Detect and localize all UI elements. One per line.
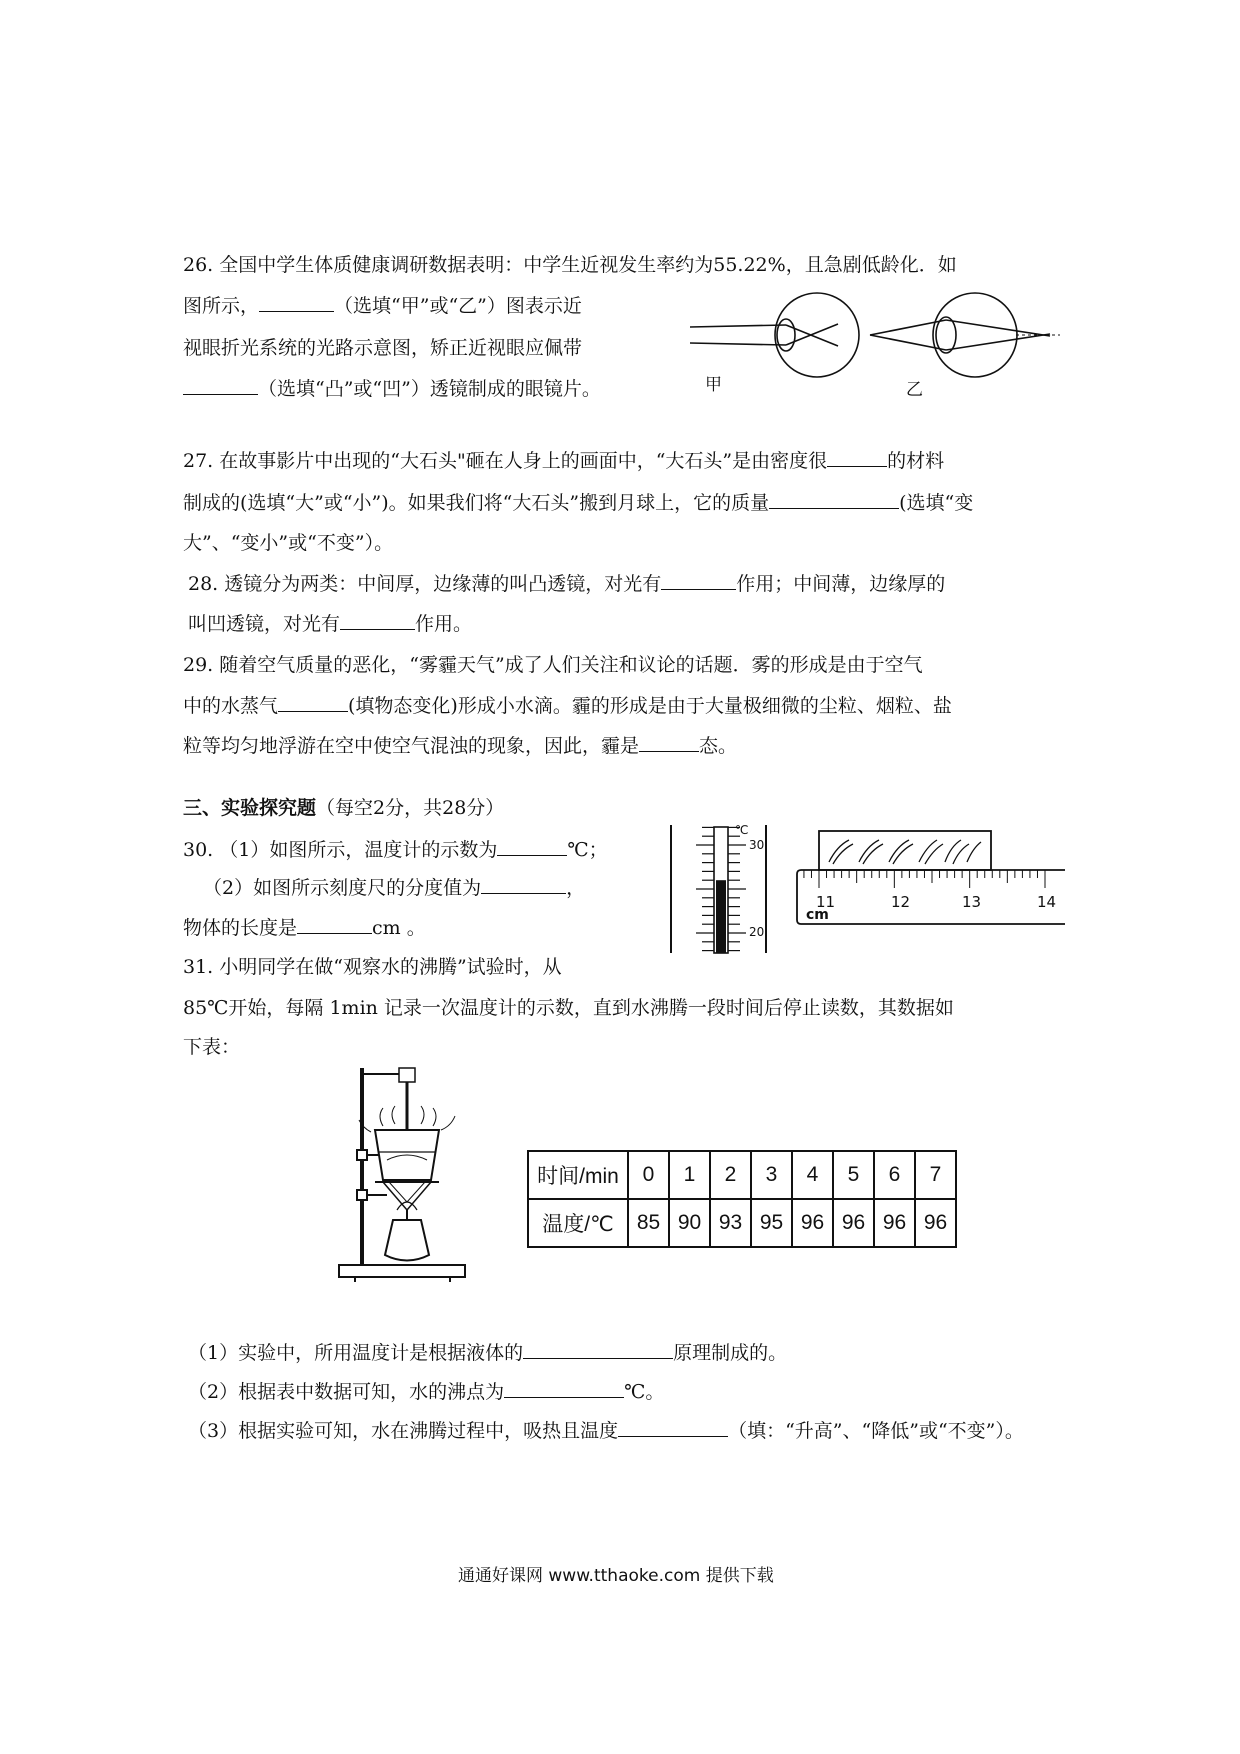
ruler-label-13: 13: [962, 893, 982, 911]
q31-line3: 下表：: [183, 1036, 241, 1058]
q26-line3: 视眼折光系统的光路示意图，矫正近视眼应佩带: [183, 337, 583, 359]
table-cell: 3: [751, 1151, 792, 1199]
table-cell: 96: [792, 1199, 833, 1247]
q31-blank-1[interactable]: [523, 1338, 673, 1359]
boiling-data-table: [527, 1150, 957, 1248]
q31-blank-2[interactable]: [504, 1377, 624, 1398]
q26-line4: [183, 374, 601, 401]
thermometer-label-20: 20: [749, 925, 765, 939]
table-cell: 96: [915, 1199, 956, 1247]
table-row: [528, 1151, 956, 1199]
q30-blank-1[interactable]: [497, 835, 567, 856]
table-cell: 96: [833, 1199, 874, 1247]
table-cell: 90: [669, 1199, 710, 1247]
q29-blank-1[interactable]: [278, 691, 348, 712]
q31-blank-3[interactable]: [618, 1416, 728, 1437]
q31-sub1-pre: （1）实验中，所用温度计是根据液体的: [188, 1342, 524, 1364]
q31-sub3-post: （填：“升高”、“降低”或“不变”）。: [728, 1420, 1024, 1442]
ruler-figure: [795, 828, 1065, 928]
q28-line2-post: 作用。: [415, 613, 473, 635]
q28-line2: [188, 609, 472, 636]
q30-line3-post: cm 。: [372, 917, 426, 939]
q31-sub1: [188, 1338, 787, 1365]
boiling-apparatus-figure: [335, 1060, 475, 1290]
q27-blank-2[interactable]: [769, 488, 899, 509]
eye-diagrams: [690, 290, 1070, 400]
q28-blank-1[interactable]: [661, 569, 736, 590]
q26-blank-2[interactable]: [183, 374, 258, 395]
q31-sub3: [188, 1416, 1024, 1443]
q28-line1-pre: 28. 透镜分为两类：中间厚，边缘薄的叫凸透镜，对光有: [188, 573, 662, 595]
table-cell: 2: [710, 1151, 751, 1199]
q31-line1: 31. 小明同学在做“观察水的沸腾”试验时，从: [183, 956, 562, 978]
table-cell: 7: [915, 1151, 956, 1199]
table-cell: 1: [669, 1151, 710, 1199]
eye-diagram-a: [690, 293, 859, 377]
q26-line4-post: （选填“凸”或“凹”）透镜制成的眼镜片。: [258, 378, 601, 400]
thermometer-label-30: 30: [749, 838, 765, 852]
table-cell: 95: [751, 1199, 792, 1247]
q26-line2: [183, 291, 582, 318]
eye-diagram-b: [870, 293, 1060, 377]
q31-line2: 85℃开始，每隔 1min 记录一次温度计的示数，直到水沸腾一段时间后停止读数，其数据如: [183, 997, 954, 1019]
q30-line3: [183, 913, 426, 940]
q27-line2: [183, 488, 973, 515]
q27-line2-post: (选填“变: [899, 492, 974, 514]
table-cell: 5: [833, 1151, 874, 1199]
q30-line2-pre: （2）如图所示刻度尺的分度值为: [203, 877, 482, 899]
thermometer-unit: ℃: [735, 823, 749, 837]
table-cell: 6: [874, 1151, 915, 1199]
q29-line2-post: (填物态变化)形成小水滴。霾的形成是由于大量极细微的尘粒、烟粒、盐: [348, 695, 952, 717]
eye-label-a: 甲: [705, 375, 722, 395]
q31-sub1-post: 原理制成的。: [673, 1342, 788, 1364]
ruler-label-11: 11: [816, 893, 836, 911]
q26-blank-1[interactable]: [259, 291, 334, 312]
q29-line2: [183, 691, 952, 718]
measured-object: [819, 831, 991, 870]
q27-line1-pre: 27. 在故事影片中出现的“大石头"砸在人身上的画面中，“大石头”是由密度很: [183, 450, 828, 472]
q26-line2-post: （选填“甲”或“乙”）图表示近: [334, 295, 582, 317]
table-cell: 4: [792, 1151, 833, 1199]
q26-line2-pre: 图所示，: [183, 295, 260, 317]
table-header-temperature: 温度/℃: [528, 1199, 628, 1247]
table-header-time: 时间/min: [528, 1151, 628, 1199]
q30-line2-post: ，: [566, 877, 586, 899]
q31-sub2-post: ℃。: [624, 1381, 665, 1403]
q31-sub2: [188, 1377, 664, 1404]
ruler-label-14: 14: [1037, 893, 1057, 911]
thermometer-liquid: [716, 880, 726, 953]
q31-sub2-pre: （2）根据表中数据可知，水的沸点为: [188, 1381, 505, 1403]
q27-line2-pre: 制成的(选填“大”或“小”)。如果我们将“大石头”搬到月球上，它的质量: [183, 492, 770, 514]
q28-blank-2[interactable]: [340, 609, 415, 630]
q30-blank-2[interactable]: [481, 873, 566, 894]
q30-line2: [203, 873, 585, 900]
q29-line2-pre: 中的水蒸气: [183, 695, 279, 717]
table-cell: 93: [710, 1199, 751, 1247]
q28-line1: [188, 569, 945, 596]
page-footer: 通通好课网 www.tthaoke.com 提供下载: [458, 1566, 774, 1586]
q28-line1-post: 作用；中间薄，边缘厚的: [736, 573, 946, 595]
q30-line1-pre: 30. （1）如图所示，温度计的示数为: [183, 839, 498, 861]
q29-line3-pre: 粒等均匀地浮游在空中使空气混浊的现象，因此，霾是: [183, 735, 640, 757]
section3-note: （每空2分，共28分）: [316, 797, 505, 819]
table-cell: 0: [628, 1151, 669, 1199]
q29-blank-2[interactable]: [639, 731, 699, 752]
ruler-unit: cm: [806, 907, 829, 923]
eye-label-b: 乙: [906, 380, 923, 400]
q29-line1: 29. 随着空气质量的恶化，“雾霾天气”成了人们关注和议论的话题．雾的形成是由于空气: [183, 654, 923, 676]
q29-line3-post: 态。: [699, 735, 738, 757]
q29-line3: [183, 731, 737, 758]
q30-line1-post: ℃；: [567, 839, 608, 861]
table-cell: 96: [874, 1199, 915, 1247]
ruler-label-12: 12: [891, 893, 911, 911]
q27-line3: 大”、“变小”或“不变”）。: [183, 532, 394, 554]
q30-line3-pre: 物体的长度是: [183, 917, 298, 939]
table-row: [528, 1199, 956, 1247]
q27-blank-1[interactable]: [827, 446, 887, 467]
q27-line1: [183, 446, 944, 473]
table-cell: 85: [628, 1199, 669, 1247]
q30-line1: [183, 835, 608, 862]
section3-header: [183, 793, 504, 820]
section3-title: 三、实验探究题: [183, 797, 317, 819]
q30-blank-3[interactable]: [297, 913, 372, 934]
q27-line1-post: 的材料: [887, 450, 945, 472]
q26-line1: 26. 全国中学生体质健康调研数据表明：中学生近视发生率约为55.22%，且急剧低龄化．如: [183, 254, 957, 276]
q31-sub3-pre: （3）根据实验可知，水在沸腾过程中，吸热且温度: [188, 1420, 619, 1442]
q28-line2-pre: 叫凹透镜，对光有: [188, 613, 341, 635]
